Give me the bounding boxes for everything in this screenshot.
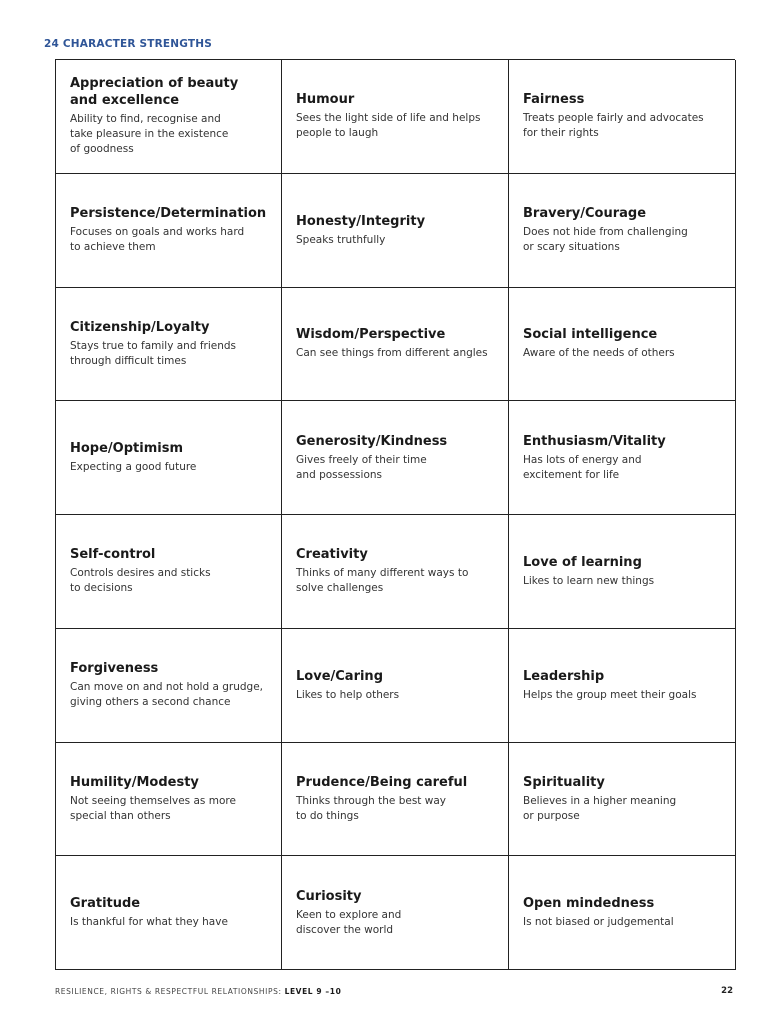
strength-title: Enthusiasm/Vitality	[523, 433, 666, 449]
page-heading: 24 CHARACTER STRENGTHS	[44, 38, 212, 50]
strength-cell	[509, 288, 736, 402]
strength-description: Likes to help others	[296, 688, 400, 701]
strength-description: Sees the light side of life and helps people to laugh	[296, 112, 481, 140]
strength-title: Self-control	[70, 547, 156, 563]
strength-title: Fairness	[523, 92, 585, 108]
strength-title: Gratitude	[70, 896, 141, 912]
strength-description: Thinks of many different ways to solve challenges	[296, 567, 469, 595]
strength-cell	[282, 174, 509, 288]
strength-title: Bravery/Courage	[523, 206, 647, 222]
strength-cell	[282, 60, 509, 174]
strength-title: Leadership	[523, 668, 605, 684]
strength-description: Expecting a good future	[70, 461, 197, 474]
strength-description: Speaks truthfully	[296, 233, 386, 246]
strength-cell	[56, 401, 282, 515]
strength-cell	[509, 856, 736, 970]
strength-cell	[509, 174, 736, 288]
strength-cell	[282, 288, 509, 402]
strength-title: Curiosity	[296, 888, 362, 904]
strength-title: Humour	[296, 92, 355, 108]
strength-description: Believes in a higher meaning or purpose	[523, 794, 677, 822]
strength-title: Persistence/Determination	[70, 206, 267, 222]
strength-cell	[282, 401, 509, 515]
strength-title: Forgiveness	[70, 661, 159, 677]
strength-cell	[282, 856, 509, 970]
strength-title: Wisdom/Perspective	[296, 327, 446, 343]
strength-description: Is thankful for what they have	[70, 916, 228, 929]
strength-cell	[509, 629, 736, 743]
footer-document-title	[55, 987, 341, 996]
strength-cell	[56, 743, 282, 857]
strength-cell	[509, 515, 736, 629]
strength-cell	[282, 743, 509, 857]
strength-cell	[56, 60, 282, 174]
strength-cell	[56, 288, 282, 402]
strength-title: Love/Caring	[296, 668, 383, 684]
strength-description: Helps the group meet their goals	[523, 688, 697, 701]
strength-description: Likes to learn new things	[523, 574, 655, 587]
strength-description: Can move on and not hold a grudge, giving others a second chance	[70, 681, 263, 709]
strength-description: Not seeing themselves as more special than others	[70, 794, 236, 822]
footer-level: LEVEL 9 –10	[284, 987, 342, 996]
strength-description: Controls desires and sticks to decisions	[70, 567, 211, 595]
strength-cell	[509, 743, 736, 857]
strength-title: Prudence/Being careful	[296, 774, 468, 790]
strength-title: Appreciation of beauty and excellence	[70, 76, 239, 109]
strength-title: Love of learning	[523, 554, 642, 570]
page-number: 22	[721, 986, 733, 996]
strength-description: Can see things from different angles	[296, 347, 488, 360]
strength-title: Hope/Optimism	[70, 441, 183, 457]
strength-title: Creativity	[296, 547, 368, 563]
strength-description: Is not biased or judgemental	[523, 916, 674, 929]
strength-title: Spirituality	[523, 774, 605, 790]
strength-cell	[509, 401, 736, 515]
strength-cell	[282, 515, 509, 629]
strength-title: Generosity/Kindness	[296, 433, 448, 449]
strength-description: Keen to explore and discover the world	[296, 908, 402, 936]
footer-prefix: RESILIENCE, RIGHTS & RESPECTFUL RELATIONSHIPS:	[55, 987, 285, 996]
strength-description: Thinks through the best way to do things	[296, 794, 446, 822]
strength-title: Honesty/Integrity	[296, 213, 426, 229]
strength-description: Stays true to family and friends through difficult times	[70, 339, 237, 367]
strength-description: Does not hide from challenging or scary situations	[523, 226, 688, 254]
strength-cell	[56, 629, 282, 743]
strength-cell	[56, 856, 282, 970]
strength-title: Citizenship/Loyalty	[70, 319, 210, 335]
strengths-table	[55, 59, 735, 970]
strength-description: Treats people fairly and advocates for their rights	[523, 112, 704, 140]
strength-title: Open mindedness	[523, 896, 655, 912]
strength-title: Humility/Modesty	[70, 774, 199, 790]
strength-description: Gives freely of their time and possessions	[296, 453, 427, 481]
strength-cell	[56, 515, 282, 629]
strength-title: Social intelligence	[523, 327, 658, 343]
strength-description: Ability to find, recognise and take pleasure in the existence of goodness	[70, 113, 229, 156]
strength-description: Focuses on goals and works hard to achieve them	[70, 226, 245, 254]
strength-cell	[56, 174, 282, 288]
strength-cell	[282, 629, 509, 743]
strength-cell	[509, 60, 736, 174]
strength-description: Aware of the needs of others	[523, 347, 675, 360]
strength-description: Has lots of energy and excitement for life	[523, 453, 642, 481]
